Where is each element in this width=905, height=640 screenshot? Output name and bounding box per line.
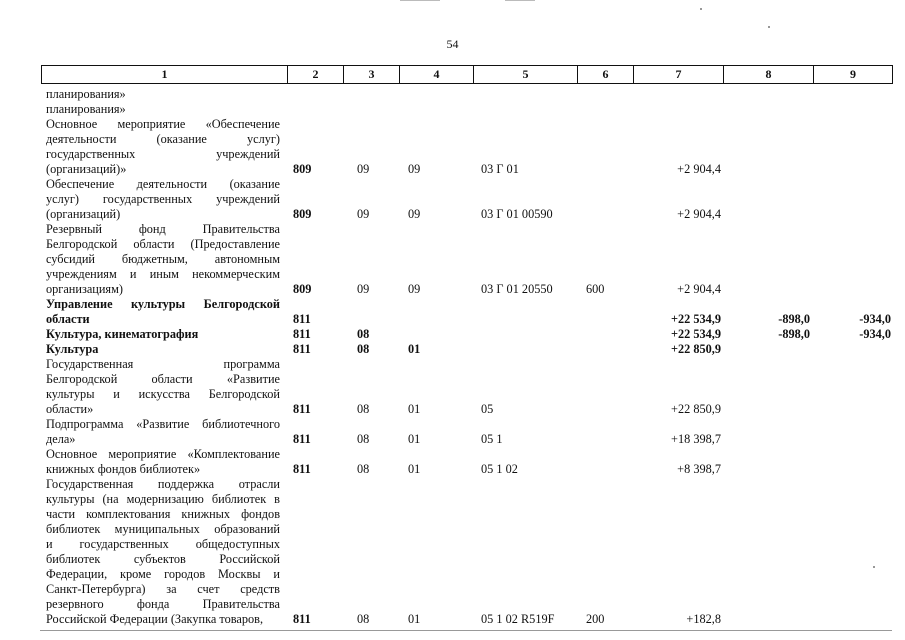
table-row-line — [0, 237, 905, 252]
ministry-code: 811 — [293, 612, 311, 626]
row-description: субсидий бюджетным, автономным — [46, 252, 280, 266]
amount-col-7: +2 904,4 — [677, 207, 721, 221]
row-description: Резервный фонд Правительства — [46, 222, 280, 236]
row-description: библиотек субъектов Российской — [46, 552, 280, 566]
expense-type-code: 200 — [586, 612, 605, 626]
table-row-line — [0, 507, 905, 522]
table-row-line — [0, 522, 905, 537]
scan-speck — [768, 26, 770, 28]
top-edge-mark — [400, 0, 440, 1]
table-row-line — [0, 582, 905, 597]
amount-col-7: +22 850,9 — [671, 402, 721, 416]
column-header: 9 — [814, 66, 893, 84]
row-description: Основное мероприятие «Обеспечение — [46, 117, 280, 131]
row-description: учреждениям и иным некоммерческим — [46, 267, 280, 281]
row-description: Культура — [46, 342, 99, 356]
row-description: Федерации, кроме городов Москвы и — [46, 567, 280, 581]
column-header: 8 — [724, 66, 814, 84]
column-header: 2 — [288, 66, 344, 84]
amount-col-8: -898,0 — [778, 312, 810, 326]
section-code: 08 — [357, 342, 370, 356]
row-description: и государственных общедоступных — [46, 537, 280, 551]
ministry-code: 811 — [293, 312, 311, 326]
amount-col-9: -934,0 — [859, 327, 891, 341]
section-code: 08 — [357, 402, 370, 416]
row-description: государственных учреждений — [46, 147, 280, 161]
row-description: планирования» — [46, 87, 126, 101]
table-row-line — [0, 282, 905, 297]
table-row-line — [0, 222, 905, 237]
amount-col-7: +2 904,4 — [677, 282, 721, 296]
ministry-code: 809 — [293, 207, 312, 221]
ministry-code: 809 — [293, 162, 312, 176]
amount-col-7: +8 398,7 — [677, 462, 721, 476]
column-header: 1 — [42, 66, 288, 84]
row-description: (организаций)» — [46, 162, 127, 176]
section-code: 08 — [357, 327, 370, 341]
table-row-line — [0, 432, 905, 447]
ministry-code: 811 — [293, 327, 311, 341]
row-description: области» — [46, 402, 94, 416]
column-header: 4 — [400, 66, 474, 84]
table-row-line — [0, 147, 905, 162]
amount-col-9: -934,0 — [859, 312, 891, 326]
subsection-code: 09 — [408, 282, 421, 296]
target-article-code: 03 Г 01 20550 — [481, 282, 553, 296]
table-row-line — [0, 387, 905, 402]
table-row-line — [0, 597, 905, 612]
amount-col-7: +22 534,9 — [670, 327, 721, 341]
target-article-code: 03 Г 01 00590 — [481, 207, 553, 221]
amount-col-7: +22 850,9 — [670, 342, 721, 356]
row-description: Культура, кинематография — [46, 327, 199, 341]
row-description: части комплектования книжных фондов — [46, 507, 280, 521]
subsection-code: 01 — [408, 612, 421, 626]
ministry-code: 809 — [293, 282, 312, 296]
table-row-line — [0, 162, 905, 177]
column-header: 3 — [344, 66, 400, 84]
scan-speck — [700, 8, 702, 10]
table-row-line — [0, 207, 905, 222]
row-description: Белгородской области (Предоставление — [46, 237, 280, 251]
table-row-line — [0, 357, 905, 372]
row-description: библиотек муниципальных образований — [46, 522, 280, 536]
row-description: книжных фондов библиотек» — [46, 462, 201, 476]
section-code: 08 — [357, 612, 370, 626]
section-code: 08 — [357, 432, 370, 446]
row-description: Основное мероприятие «Комплектование — [46, 447, 280, 461]
table-row-line — [0, 462, 905, 477]
table-row-line — [0, 87, 905, 102]
table-row-line — [0, 327, 905, 342]
top-edge-mark — [505, 0, 535, 1]
table-row-line — [0, 102, 905, 117]
target-article-code: 05 1 02 — [481, 462, 518, 476]
row-description: резервного фонда Правительства — [46, 597, 280, 611]
subsection-code: 01 — [408, 342, 421, 356]
table-row-line — [0, 477, 905, 492]
row-description: организациям) — [46, 282, 123, 296]
ministry-code: 811 — [293, 402, 311, 416]
table-row-line — [0, 372, 905, 387]
table-row-line — [0, 447, 905, 462]
row-description: Управление культуры Белгородской — [46, 297, 280, 311]
table-row-line — [0, 177, 905, 192]
amount-col-7: +2 904,4 — [677, 162, 721, 176]
table-row-line — [0, 342, 905, 357]
table-row-line — [0, 267, 905, 282]
table-row-line — [0, 132, 905, 147]
subsection-code: 01 — [408, 432, 421, 446]
scan-speck — [873, 566, 875, 568]
amount-col-7: +22 534,9 — [670, 312, 721, 326]
table-row-line — [0, 402, 905, 417]
table-row-line — [0, 192, 905, 207]
page-number: 54 — [446, 37, 459, 51]
row-description: Подпрограмма «Развитие библиотечного — [46, 417, 280, 431]
subsection-code: 01 — [408, 402, 421, 416]
row-description: деятельности (оказание услуг) — [46, 132, 280, 146]
table-row-line — [0, 552, 905, 567]
row-description: (организаций) — [46, 207, 121, 221]
row-description: Белгородской области «Развитие — [46, 372, 280, 386]
row-description: дела» — [46, 432, 76, 446]
row-description: Обеспечение деятельности (оказание — [46, 177, 280, 191]
row-description: культуры и искусства Белгородской — [46, 387, 280, 401]
target-article-code: 03 Г 01 — [481, 162, 519, 176]
page-bottom-edge — [40, 630, 892, 631]
table-row-line — [0, 117, 905, 132]
amount-col-7: +18 398,7 — [671, 432, 721, 446]
column-header: 6 — [578, 66, 634, 84]
row-description: Санкт-Петербурга) за счет средств — [46, 582, 280, 596]
row-description: Российской Федерации (Закупка товаров, — [46, 612, 264, 626]
row-description: планирования» — [46, 102, 126, 116]
table-row-line — [0, 297, 905, 312]
amount-col-7: +182,8 — [686, 612, 721, 626]
table-row-line — [0, 567, 905, 582]
target-article-code: 05 1 — [481, 432, 503, 446]
section-code: 09 — [357, 282, 370, 296]
table-row-line — [0, 417, 905, 432]
row-description: услуг) государственных учреждений — [46, 192, 280, 206]
subsection-code: 09 — [408, 162, 421, 176]
column-header: 5 — [474, 66, 578, 84]
subsection-code: 01 — [408, 462, 421, 476]
row-description: Государственная поддержка отрасли — [46, 477, 280, 491]
row-description: культуры (на модернизацию библиотек в — [46, 492, 280, 506]
ministry-code: 811 — [293, 432, 311, 446]
target-article-code: 05 1 02 R519F — [481, 612, 555, 626]
table-row-line — [0, 612, 905, 627]
row-description: Государственная программа — [46, 357, 280, 371]
amount-col-8: -898,0 — [778, 327, 810, 341]
expense-type-code: 600 — [586, 282, 605, 296]
table-row-line — [0, 492, 905, 507]
table-row-line — [0, 312, 905, 327]
section-code: 08 — [357, 462, 370, 476]
column-header-row — [41, 65, 893, 84]
section-code: 09 — [357, 162, 370, 176]
row-description: области — [46, 312, 90, 326]
column-header: 7 — [634, 66, 724, 84]
ministry-code: 811 — [293, 342, 311, 356]
subsection-code: 09 — [408, 207, 421, 221]
ministry-code: 811 — [293, 462, 311, 476]
target-article-code: 05 — [481, 402, 494, 416]
section-code: 09 — [357, 207, 370, 221]
table-row-line — [0, 537, 905, 552]
table-row-line — [0, 252, 905, 267]
